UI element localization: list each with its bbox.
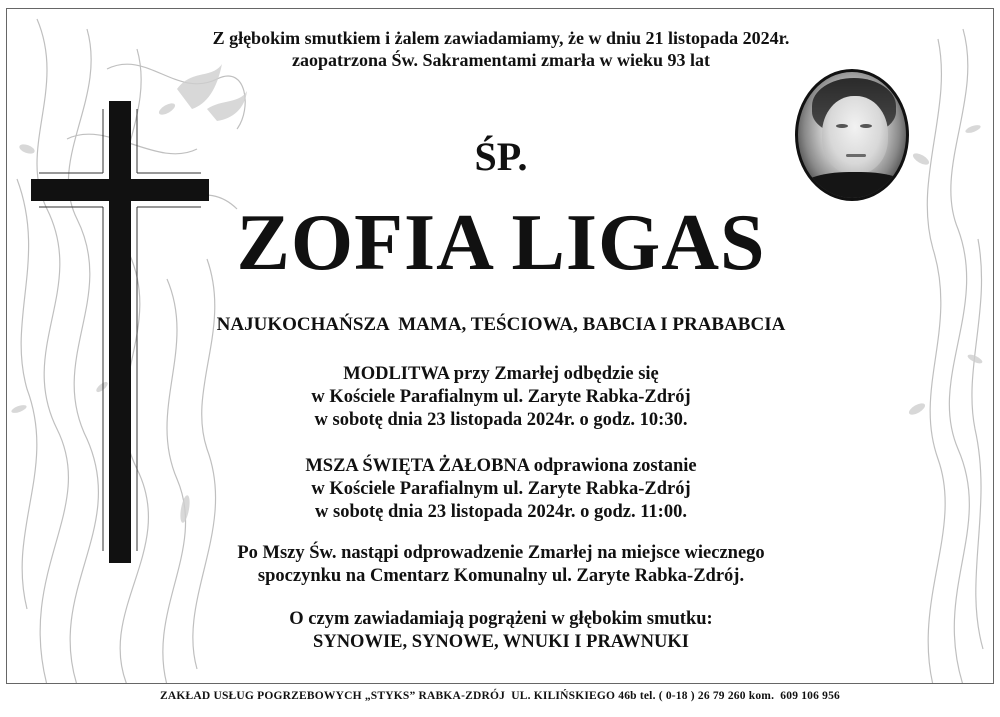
- intro-text: [7, 27, 994, 71]
- mass-line-2: w Kościele Parafialnym ul. Zaryte Rabka-Zdrój: [311, 479, 691, 499]
- funeral-home-footer: ZAKŁAD USŁUG POGRZEBOWYCH „STYKS” RABKA-ZDRÓJ UL. KILIŃSKIEGO 46b tel. ( 0-18 ) 26 79 260 kom. 609 106 956: [159, 690, 841, 702]
- mass-block: [7, 455, 994, 524]
- prayer-line-3: w sobotę dnia 23 listopada 2024r. o godz. 10:30.: [314, 410, 688, 430]
- portrait-eye-left: [836, 124, 848, 128]
- burial-line-2: spoczynku na Cmentarz Komunalny ul. Zaryte Rabka-Zdrój.: [257, 566, 745, 586]
- prayer-line-2: w Kościele Parafialnym ul. Zaryte Rabka-Zdrój: [311, 387, 691, 407]
- prayer-line-1-rest: przy Zmarłej odbędzie się: [449, 364, 659, 384]
- mourners-line-1: O czym zawiadamiają pogrążeni w głębokim smutku:: [289, 609, 713, 629]
- prayer-block: [7, 363, 994, 432]
- mass-heading: MSZA ŚWIĘTA ŻAŁOBNA: [305, 456, 530, 476]
- mass-line-1: [7, 455, 994, 478]
- mass-line-1-rest: odprawiona zostanie: [529, 456, 697, 476]
- intro-line-2: zaopatrzona Św. Sakramentami zmarła w wieku 93 lat: [292, 50, 710, 70]
- burial-block: [7, 542, 994, 588]
- portrait-eye-right: [860, 124, 872, 128]
- prayer-line-1: [7, 363, 994, 386]
- mourners-block: [7, 608, 994, 654]
- prayer-heading: MODLITWA: [343, 364, 450, 384]
- mourners-line-2: SYNOWIE, SYNOWE, WNUKI I PRAWNUKI: [313, 632, 689, 652]
- intro-line-1: Z głębokim smutkiem i żalem zawiadamiamy, że w dniu 21 listopada 2024r.: [212, 28, 790, 48]
- relations-line: NAJUKOCHAŃSZA MAMA, TEŚCIOWA, BABCIA I PRABABCIA: [216, 314, 786, 335]
- mass-line-3: w sobotę dnia 23 listopada 2024r. o godz. 11:00.: [315, 502, 687, 522]
- obituary-notice: [6, 8, 994, 684]
- prefix-sp: ŚP.: [474, 134, 528, 179]
- burial-line-1: Po Mszy Św. nastąpi odprowadzenie Zmarłej na miejsce wiecznego: [237, 543, 765, 563]
- deceased-name: ZOFIA LIGAS: [236, 199, 766, 287]
